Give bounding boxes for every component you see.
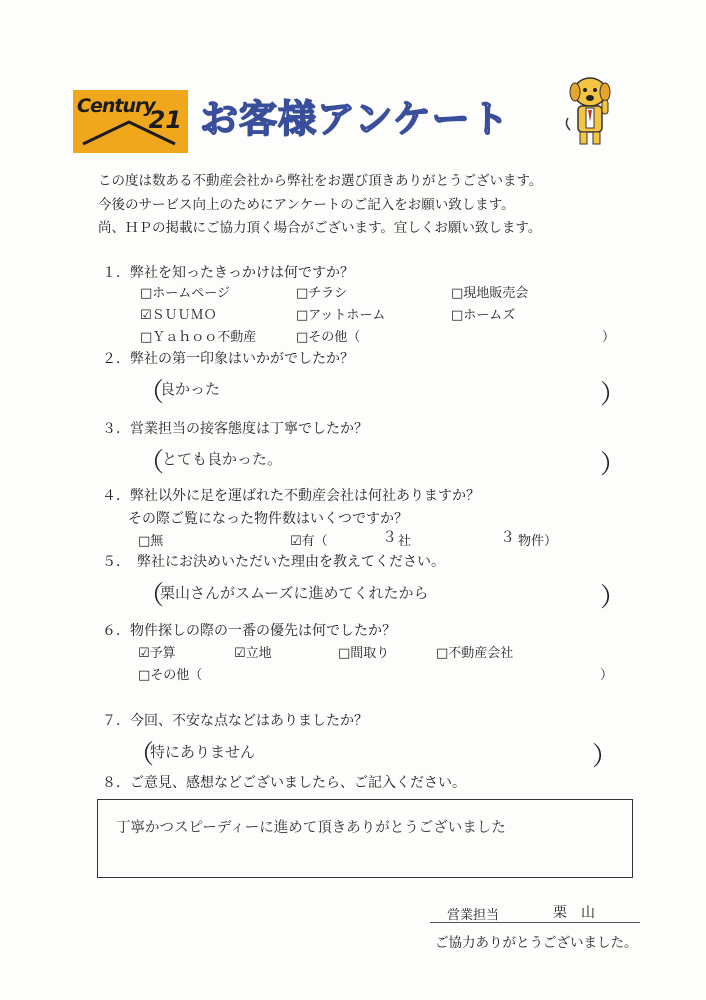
q4-option-yes[interactable]: ☑有（ (290, 534, 328, 549)
q2-answer[interactable]: 良かった (160, 380, 221, 398)
q5-question: ５． 弊社にお決めいただいた理由を教えてください。 (102, 554, 445, 570)
q1-other-close-paren: ） (602, 330, 616, 345)
q6-option-other[interactable]: □その他（ (138, 668, 203, 683)
dog-mascot-icon (560, 70, 630, 150)
staff-name: 栗 山 (553, 905, 595, 921)
q1-option-athome[interactable]: □アットホーム (296, 308, 386, 323)
q4-subquestion: その際ご覧になった物件数はいくつですか？ (128, 511, 408, 527)
q4-option-none[interactable]: □無 (138, 534, 164, 549)
q1-option-flyer[interactable]: □チラシ (296, 286, 348, 301)
q3-open-paren: （ (138, 448, 165, 478)
thanks-message: ご協力ありがとうございました。 (435, 935, 638, 951)
q1-option-open-house[interactable]: □現地販売会 (451, 286, 529, 301)
q1-option-homepage[interactable]: □ホームページ (140, 286, 231, 301)
q6-option-budget[interactable]: ☑予算 (138, 646, 176, 661)
q6-option-location[interactable]: ☑立地 (234, 646, 272, 661)
q1-option-suumo[interactable]: ☑ＳＵＵＭＯ (140, 308, 217, 323)
q6-other-close-paren: ） (600, 668, 614, 683)
q4-companies-count[interactable]: ３ (382, 528, 398, 546)
q5-open-paren: （ (138, 581, 165, 611)
q1-option-homes[interactable]: □ホームズ (451, 308, 516, 323)
q2-question: ２．弊社の第一印象はいかがでしたか？ (102, 351, 354, 367)
q7-answer[interactable]: 特にありません (150, 743, 256, 761)
staff-label: 営業担当 (447, 908, 500, 923)
q8-answer[interactable]: 丁寧かつスピーディーに進めて頂きありがとうございました (116, 820, 506, 836)
intro-line-1: この度は数ある不動産会社から弊社をお選び頂きありがとうございます。 (98, 173, 543, 189)
page-title: お客様アンケート (200, 97, 510, 141)
intro-line-3: 尚、ＨＰの掲載にご協力頂く場合がございます。宜しくお願い致します。 (98, 220, 542, 236)
q5-answer[interactable]: 栗山さんがスムーズに進めてくれたから (160, 584, 429, 602)
q4-question: ４．弊社以外に足を運ばれた不動産会社は何社ありますか？ (102, 488, 480, 504)
q8-comment-box[interactable] (97, 799, 633, 878)
q1-option-yahoo[interactable]: □Ｙａｈｏｏ不動産 (140, 330, 257, 345)
q6-question: ６．物件探しの際の一番の優先は何でしたか？ (102, 623, 396, 639)
q4-properties-label: 物件） (518, 534, 558, 549)
q3-answer[interactable]: とても良かった。 (162, 450, 283, 468)
q3-close-paren: ） (600, 450, 627, 480)
q1-question: １．弊社を知ったきっかけは何ですか？ (102, 265, 354, 281)
q6-option-layout[interactable]: □間取り (338, 646, 390, 661)
logo-number: 21 (148, 106, 182, 134)
q4-companies-label: 社 (398, 534, 412, 549)
q4-properties-count[interactable]: ３ (500, 528, 516, 546)
century21-logo (73, 90, 188, 153)
q7-open-paren: （ (128, 740, 155, 770)
q3-question: ３．営業担当の接客態度は丁寧でしたか？ (102, 421, 368, 437)
q5-close-paren: ） (600, 583, 627, 613)
q1-option-other[interactable]: □その他（ (296, 330, 361, 345)
q2-close-paren: ） (600, 380, 627, 410)
q7-close-paren: ） (592, 742, 619, 772)
q7-question: ７．今回、不安な点などはありましたか？ (102, 713, 368, 729)
q6-option-agency[interactable]: □不動産会社 (436, 646, 514, 661)
q8-question: ８．ご意見、感想などございましたら、ご記入ください。 (102, 775, 466, 791)
q2-open-paren: （ (138, 378, 165, 408)
intro-line-2: 今後のサービス向上のためにアンケートのご記入をお願い致します。 (98, 197, 515, 213)
signature-underline (430, 922, 640, 923)
logo-brand-text: Century (77, 95, 155, 117)
